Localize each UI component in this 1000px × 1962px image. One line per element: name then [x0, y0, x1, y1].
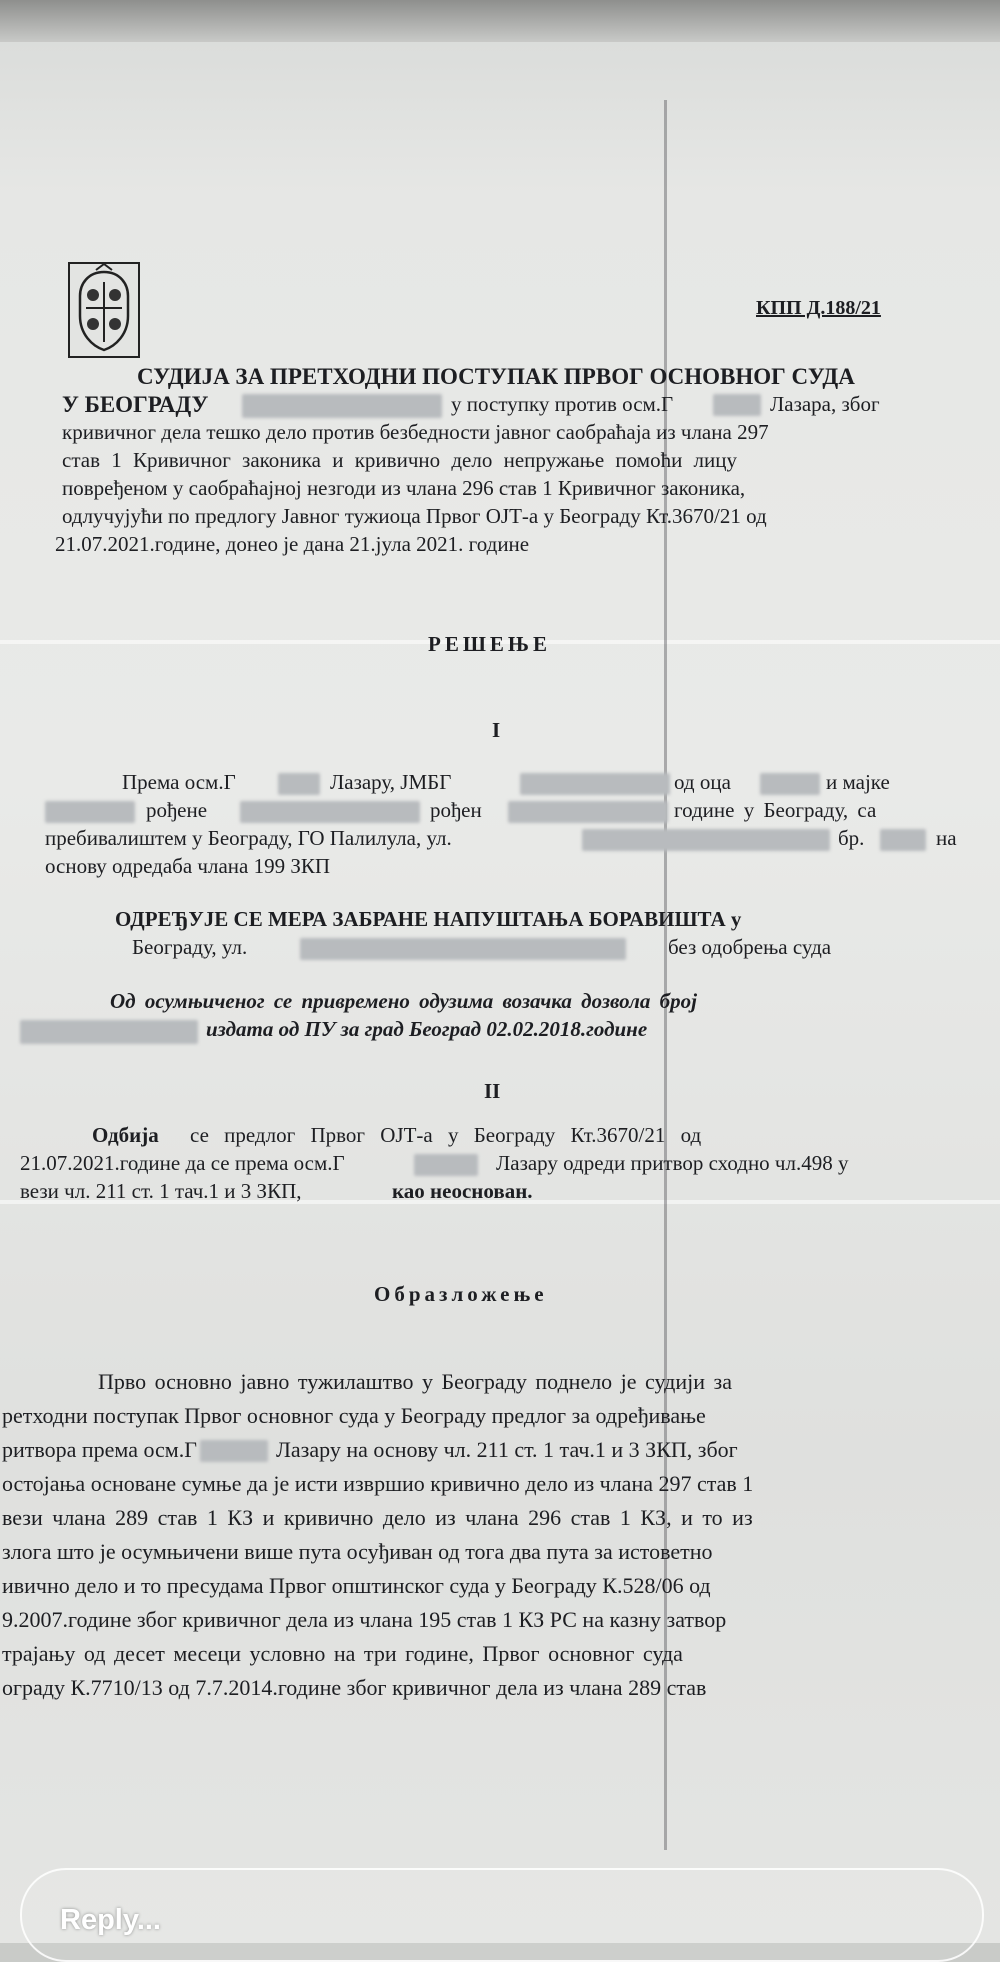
- reasoning-text: ивично дело и то пресудама Првог општинског суда у Београду К.528/06 од: [2, 1573, 711, 1598]
- para2-text: Лазару одреди притвор сходно чл.498 у: [496, 1151, 849, 1175]
- header-text: став 1 Кривичног законика и кривично дело непружање помоћи лицу: [62, 448, 738, 472]
- redacted-block: [414, 1154, 478, 1176]
- header-text: кривичног дела тешко дело против безбедности јавног саобраћаја из члана 297: [62, 420, 769, 444]
- reasoning-text: 9.2007.године због кривичног дела из члана 195 став 1 КЗ РС на казну затвор: [2, 1607, 727, 1632]
- court-heading: СУДИЈА ЗА ПРЕТХОДНИ ПОСТУПАК ПРВОГ ОСНОВНОГ СУДА: [137, 364, 855, 389]
- para1-text: рођен: [430, 798, 482, 822]
- redacted-block: [240, 801, 420, 823]
- license-text: Од осумњиченог се привремено одузима возачка дозвола број: [110, 989, 697, 1013]
- redacted-block: [582, 829, 830, 851]
- para1-text: Према осм.Г: [122, 770, 236, 794]
- reply-placeholder: Reply...: [60, 1904, 161, 1936]
- reasoning-text: ритвора према осм.Г: [2, 1437, 197, 1462]
- redacted-block: [508, 801, 668, 823]
- header-text: Лазара, због: [770, 392, 880, 416]
- para1-text: Лазару, ЈМБГ: [330, 770, 452, 794]
- section-number: II: [484, 1079, 501, 1103]
- header-text: 21.07.2021.године, донео је дана 21.јула 2021. године: [55, 532, 530, 556]
- para1-text: и мајке: [826, 770, 890, 794]
- redacted-block: [200, 1440, 268, 1462]
- para1-text: године у Београду, са: [674, 798, 877, 822]
- para2-text: Одбија: [92, 1123, 159, 1147]
- photo-top-shadow: [0, 0, 1000, 42]
- decision-title: РЕШЕЊЕ: [428, 632, 551, 656]
- para2-text: као неоснован.: [392, 1179, 533, 1203]
- reasoning-text: остојања основане сумње да је исти извршио кривично дело из члана 297 став 1: [2, 1471, 754, 1496]
- coat-of-arms-icon: [68, 262, 140, 358]
- para2-text: се предлог Првог ОЈТ-а у Београду Кт.3670/21 од: [190, 1123, 702, 1147]
- redacted-block: [760, 773, 820, 795]
- para1-text: рођене: [146, 798, 208, 822]
- header-text: одлучујући по предлогу Јавног тужиоца Првог ОЈТ-а у Београду Кт.3670/21 од: [62, 504, 767, 528]
- order-text: без одобрења суда: [668, 935, 832, 959]
- redacted-block: [45, 801, 135, 823]
- redacted-block: [278, 773, 320, 795]
- section-number: I: [492, 718, 501, 742]
- license-text: издата од ПУ за град Београд 02.02.2018.године: [206, 1017, 648, 1041]
- para2-text: 21.07.2021.године да се према осм.Г: [20, 1151, 345, 1175]
- order-text: ОДРЕЂУЈЕ СЕ МЕРА ЗАБРАНЕ НАПУШТАЊА БОРАВИШТА у: [115, 907, 742, 931]
- reasoning-text: ограду К.7710/13 од 7.7.2014.године због кривичног дела из члана 289 став: [2, 1675, 707, 1700]
- redacted-block: [300, 938, 626, 960]
- redacted-block: [242, 394, 442, 418]
- reasoning-text: вези члана 289 став 1 КЗ и кривично дело из члана 296 став 1 КЗ, и то из: [2, 1505, 753, 1530]
- redacted-block: [520, 773, 670, 795]
- redacted-block: [20, 1020, 198, 1044]
- reasoning-text: Лазару на основу чл. 211 ст. 1 тач.1 и 3 ЗКП, због: [276, 1437, 738, 1462]
- para1-text: на: [936, 826, 957, 850]
- header-text: повређеном у саобраћајној незгоди из члана 296 став 1 Кривичног законика,: [62, 476, 746, 500]
- para1-text: бр.: [838, 826, 865, 850]
- para2-text: вези чл. 211 ст. 1 тач.1 и 3 ЗКП,: [20, 1179, 302, 1203]
- para1-text: од оца: [674, 770, 731, 794]
- reasoning-text: ретходни поступак Првог основног суда у Београду предлог за одређивање: [2, 1403, 706, 1428]
- court-heading-city: У БЕОГРАДУ: [62, 392, 209, 417]
- reasoning-title: Образложење: [374, 1282, 548, 1306]
- header-text: у поступку против осм.Г: [451, 392, 674, 416]
- reasoning-text: трајању од десет месеци условно на три године, Првог основног суда: [2, 1641, 683, 1666]
- reply-input[interactable]: [20, 1868, 984, 1962]
- para1-text: основу одредаба члана 199 ЗКП: [45, 854, 331, 878]
- para1-text: пребивалиштем у Београду, ГО Палилула, ул.: [45, 826, 452, 850]
- reasoning-text: злога што је осумњичени више пута осуђиван од тога два пута за истоветно: [2, 1539, 713, 1564]
- redacted-block: [713, 394, 761, 416]
- order-text: Београду, ул.: [132, 935, 248, 959]
- case-number: КПП Д.188/21: [756, 297, 881, 319]
- reasoning-text: Прво основно јавно тужилаштво у Београду поднело је судији за: [98, 1369, 732, 1394]
- redacted-block: [880, 829, 926, 851]
